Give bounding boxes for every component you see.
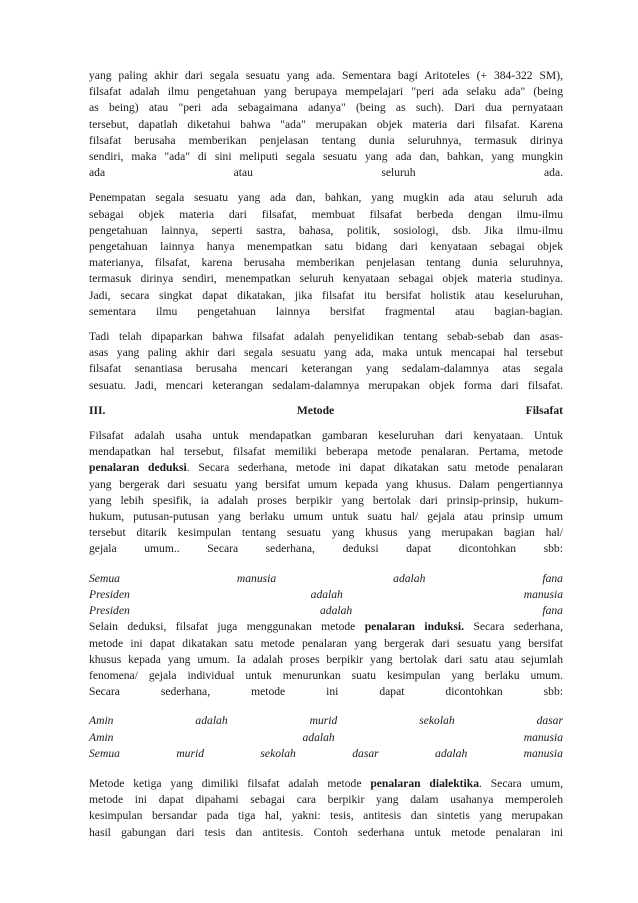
text-line: kesimpulan bersandar pada tiga hal, yakni: tesis, antitesis dan sintetis yang merupakan (89, 809, 563, 823)
text-line: Tadi telah dipaparkan bahwa filsafat adalah penyelidikan tentang sebab-sebab dan asas- (89, 330, 563, 344)
text-line: yang lebih spesifik, ia adalah proses berpikir yang bertolak dari prinsip-prinsip, hukum- (89, 493, 563, 507)
text-line: filsafat adalah ilmu pengetahuan yang berupaya mempelajari "peri ada selaku ada" (being (89, 85, 563, 99)
example-line: Amin adalah manusia (89, 730, 563, 744)
text-line-spread: Secara sederhana, metode ini dapat dicontohkan sbb: (89, 685, 563, 699)
text-line: penalaran deduksi. Secara sederhana, metode ini dapat dikatakan satu metode penalaran (89, 461, 563, 475)
section-title-word: Metode (296, 403, 335, 417)
text-line: sesuatu. Jadi, mencari keterangan sedalam-dalamnya merupakan objek forma dari filsafat. (89, 378, 563, 392)
text-line: fenomena/ gejala individual untuk menurunkan suatu kesimpulan yang berlaku umum. (89, 668, 563, 682)
paragraph-4 (89, 428, 563, 558)
text-line: metode ini dapat dikatakan satu metode penalaran yang bergerak dari sesuatu yang bersifat (89, 636, 563, 650)
paragraph-1 (89, 68, 563, 181)
example-line: Presiden adalah manusia (89, 587, 563, 601)
example-line: Amin adalah murid sekolah dasar (89, 714, 563, 728)
paragraph-6 (89, 776, 563, 841)
paragraph-3 (89, 329, 563, 394)
text-line: Metode ketiga yang dimiliki filsafat adalah metode penalaran dialektika. Secara umum, (89, 776, 563, 790)
text-line: asas yang paling akhir dari segala sesuatu yang ada, maka untuk mencapai hal tersebut (89, 346, 563, 360)
text-line: Filsafat adalah usaha untuk mendapatkan gambaran keseluruhan dari kenyataan. Untuk (89, 429, 563, 443)
paragraph-2 (89, 190, 563, 320)
section-heading (89, 403, 563, 419)
text-line: metode ini dapat dipahami sebagai cara berpikir yang dalam usahanya memperoleh (89, 793, 563, 807)
text-line: sebagai objek materia dari filsafat, membuat filsafat berbeda dengan ilmu-ilmu (89, 207, 563, 221)
text-line: hasil gabungan dari tesis dan antitesis. Contoh sederhana untuk metode penalaran ini (89, 825, 563, 839)
deduction-example (89, 571, 563, 620)
bold-term: penalaran induksi. (364, 620, 465, 634)
text-line: sendiri, maka "ada" di sini meliputi segala sesuatu yang ada dan, bahkan, yang mungkin (89, 150, 563, 164)
text-line: pengetahuan lainnya hanya menempatkan satu bidang dari kenyataan sebagai objek (89, 240, 563, 254)
text-line: yang bergerak dari sesuatu yang bersifat umum kepada yang khusus. Dalam pengertiannya (89, 477, 563, 491)
text-line: khusus kepada yang umum. Ia adalah proses berpikir yang bertolak dari satu atau sejumlah (89, 652, 563, 666)
text-line-spread: ada atau seluruh ada. (89, 166, 563, 180)
text-line: mendapatkan hal tersebut, filsafat memiliki beberapa metode penalaran. Pertama, metode (89, 445, 563, 459)
bold-term: penalaran deduksi (89, 461, 187, 475)
text-line: pengetahuan lainnya, seperti sastra, bahasa, politik, sosiologi, dsb. Jika ilmu-ilmu (89, 223, 563, 237)
paragraph-5 (89, 619, 563, 700)
text-line-spread: sementara ilmu pengetahuan lainnya bersifat fragmental atau bagian-bagian. (89, 304, 563, 318)
example-line: Semua murid sekolah dasar adalah manusia (89, 746, 563, 760)
text-line: hukum, putusan-putusan yang berlaku umum untuk suatu hal/ gejala atau prinsip umum (89, 510, 563, 524)
text-line: materianya, filsafat, karena berusaha memberikan penjelasan tentang dunia seluruhnya, (89, 256, 563, 270)
text-line: tersebut ditarik kesimpulan tentang sesuatu yang khusus yang merupakan bagian hal/ (89, 526, 563, 540)
document-page (89, 68, 563, 850)
text-line: Jadi, secara singkat dapat dikatakan, jika filsafat itu bersifat holistik atau keseluruhan, (89, 288, 563, 302)
text-line-spread: gejala umum.. Secara sederhana, deduksi dapat dicontohkan sbb: (89, 542, 563, 556)
text-line: termasuk dirinya sendiri, menempatkan seluruh kenyataan sebagai objek materia studinya. (89, 272, 563, 286)
text-line: Selain deduksi, filsafat juga menggunakan metode penalaran induksi. Secara sederhana, (89, 620, 563, 634)
text-line: Penempatan segala sesuatu yang ada dan, bahkan, yang mugkin ada atau seluruh ada (89, 191, 563, 205)
text-line: tersebut, dapatlah diketahui bahwa "ada" merupakan objek materia dari filsafat. Karena (89, 117, 563, 131)
example-line: Semua manusia adalah fana (89, 571, 563, 585)
text-line: filsafat senantiasa berusaha mencari keterangan yang sedalam-dalamnya atas segala (89, 362, 563, 376)
text-line: yang paling akhir dari segala sesuatu yang ada. Sementara bagi Aritoteles (+ 384-322 SM), (89, 69, 563, 82)
text-line: filsafat berusaha memberikan penjelasan tentang dunia seluruhnya, termasuk dirinya (89, 133, 563, 147)
section-title-word: Filsafat (525, 403, 563, 417)
example-line: Presiden adalah fana (89, 604, 563, 618)
text-line: as being) atau "peri ada sebagaimana adanya" (being as such). Dari dua pernyataan (89, 101, 563, 115)
bold-term: penalaran dialektika (370, 776, 480, 790)
induction-example (89, 713, 563, 762)
section-number: III. (89, 403, 106, 417)
